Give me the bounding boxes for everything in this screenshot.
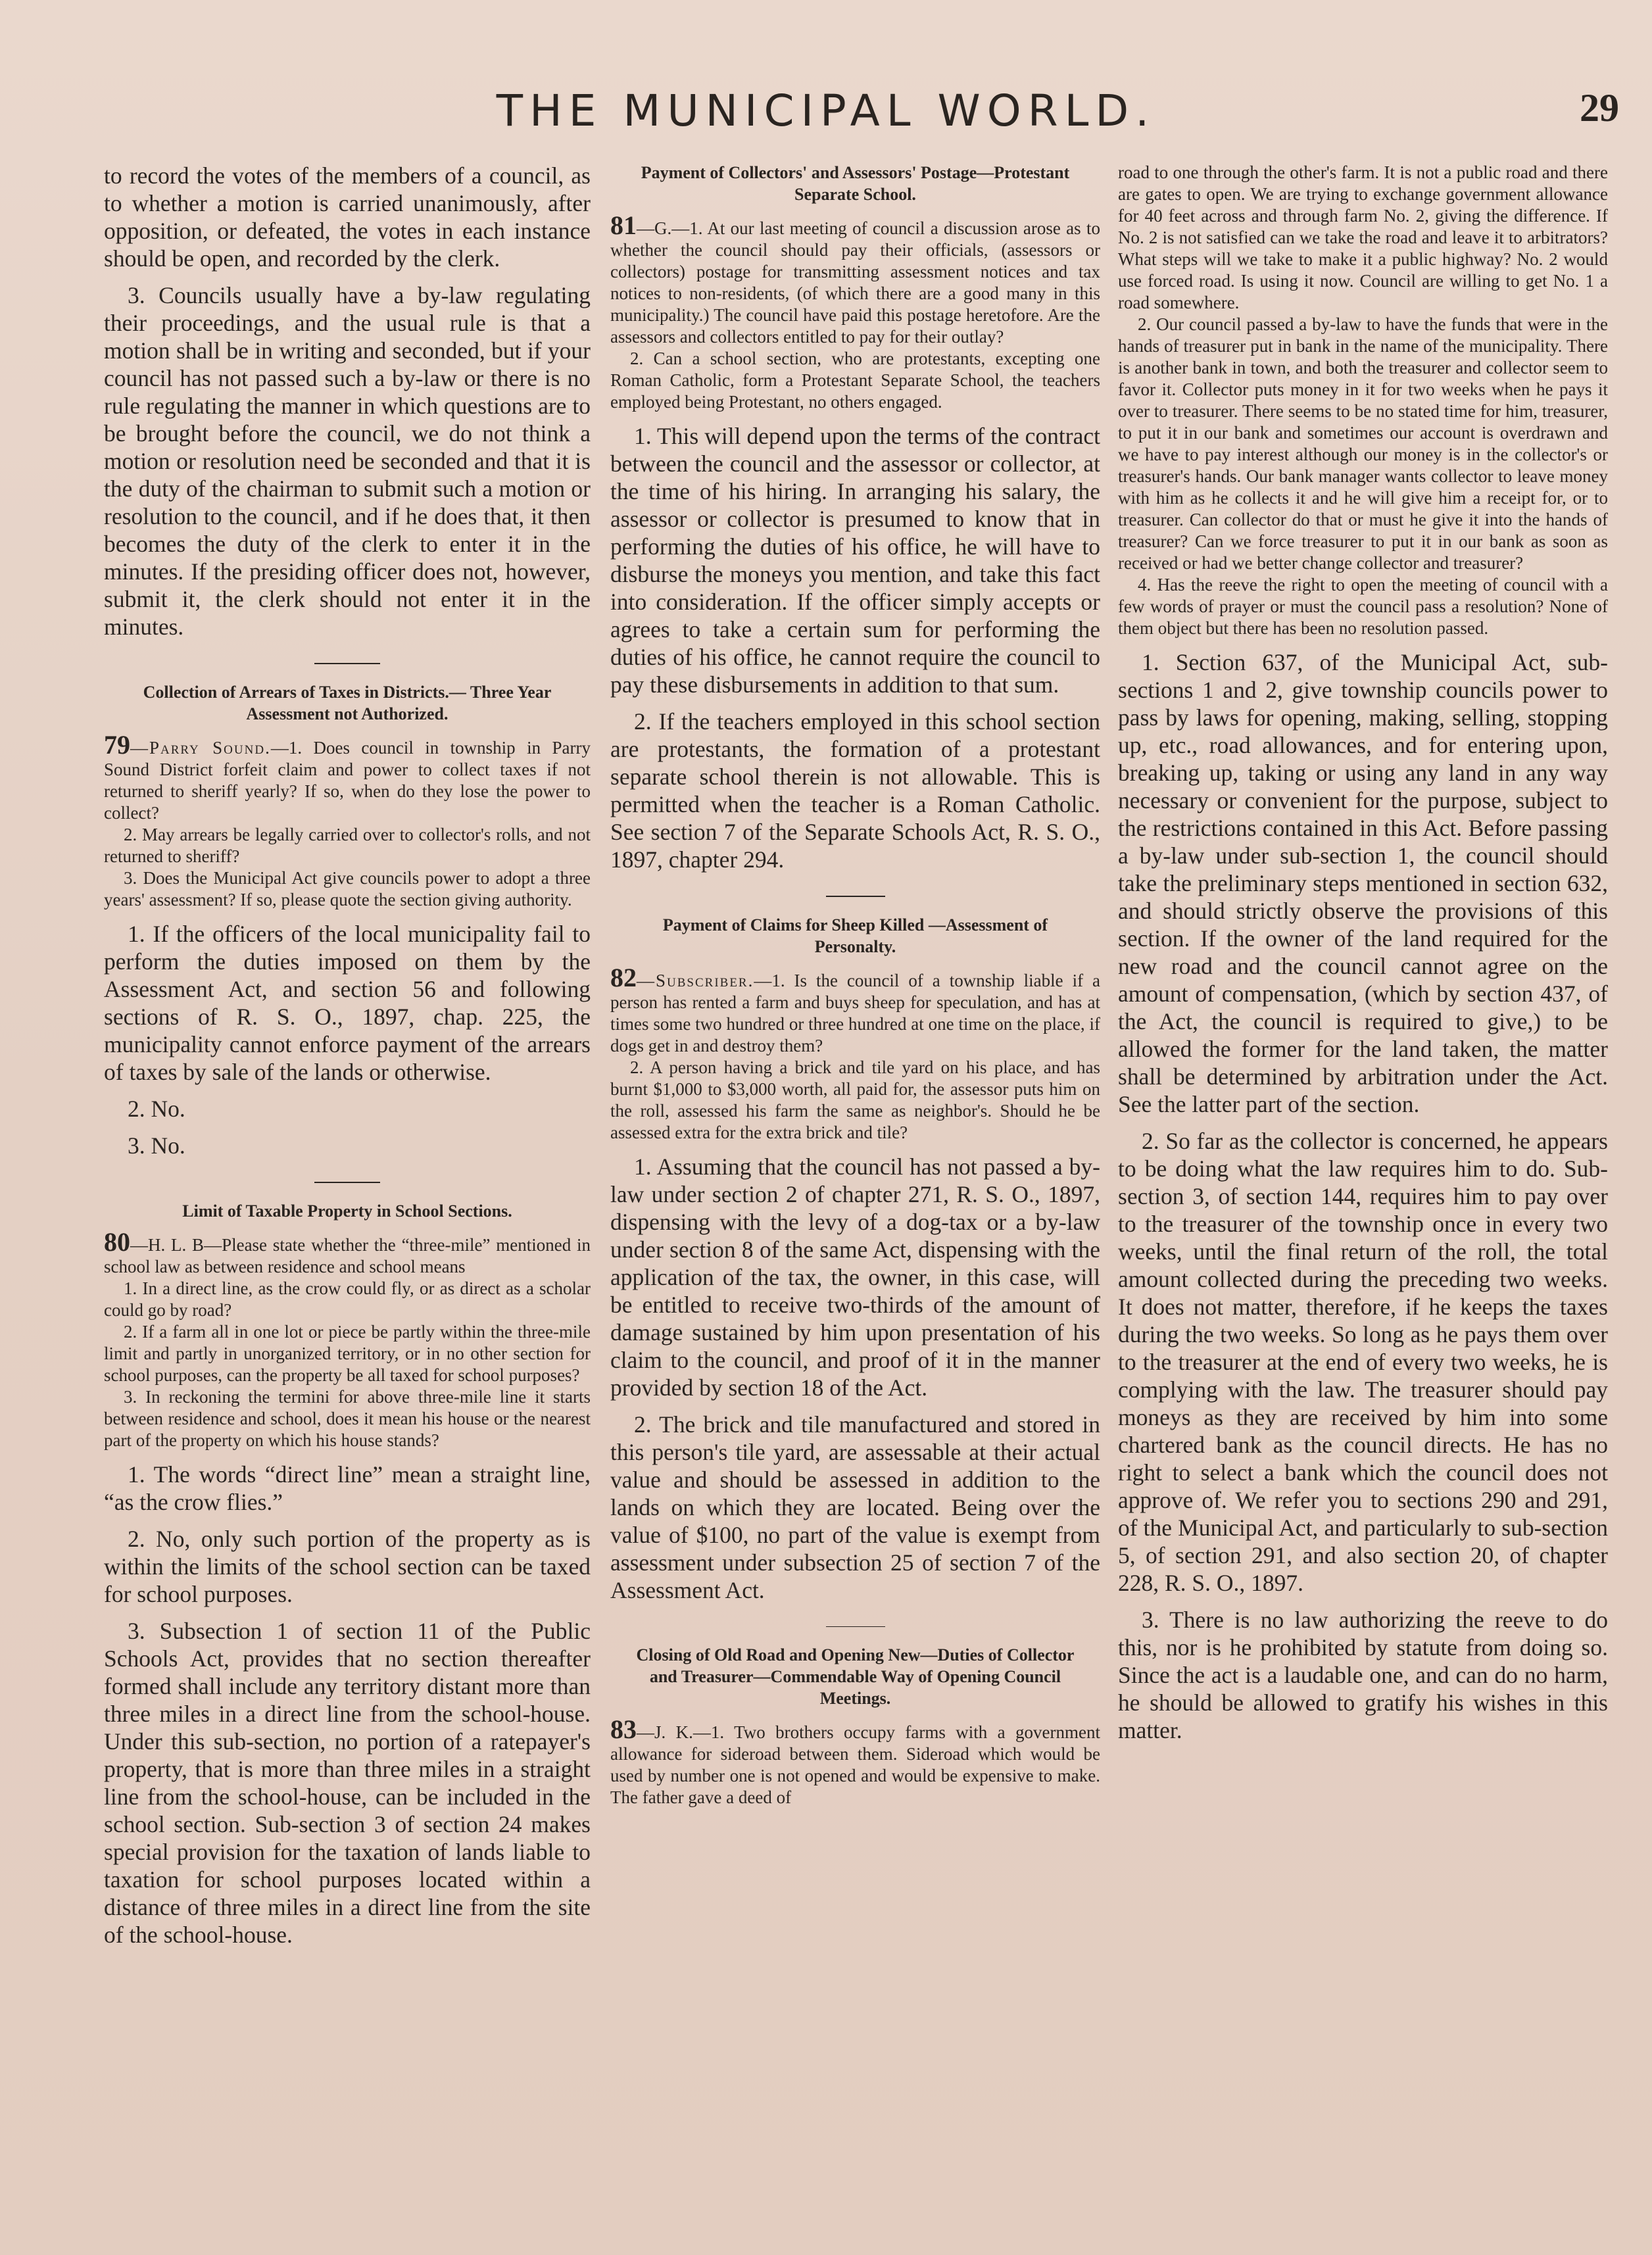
question-heading: Closing of Old Road and Opening New—Duties of Collector and Treasurer—Commendable Way of Opening Council Meetings.	[636, 1645, 1075, 1708]
column-1	[104, 162, 591, 1958]
question-paragraph: 3. Does the Municipal Act give councils power to adopt a three years' assessment? If so, please quote the section giving authority.	[104, 868, 591, 909]
question-paragraph: 2. If a farm all in one lot or piece be partly within the three-mile limit and partly in unorganized territory, or in no other section for school purposes, can the property be all taxed for school purposes?	[104, 1322, 591, 1385]
answer-paragraph: 1. Assuming that the council has not passed a by-law under section 2 of chapter 271, R. S. O., 1897, dispensing with the levy of a dog-tax or a by-law under section 8 of the same Act, dispensing with the application of the tax, the owner, in this case, will be entitled to receive two-thirds of the amount of damage sustained by him upon presentation of his claim to the council, and proof of it in the manner provided by section 18 of the Act.	[610, 1153, 1100, 1401]
answer-paragraph: 1. Section 637, of the Municipal Act, sub-sections 1 and 2, give township councils power to pass by laws for opening, making, selling, stopping up, etc., road allowances, and for entering upon, breaking up, taking or using any land in any way necessary or convenient for the purpose, subject to the restrictions contained in this Act. Before passing a by-law under sub-section 1, the council should take the preliminary steps mentioned in section 632, and should strictly observe the provisions of this section. If the owner of the land required for the new road and the council cannot agree on the amount of compensation, (which by section 437, of the Act, the council is required to give,) to be allowed the former for the land taken, the matter shall be determined by arbitration under the Act. See the latter part of the section.	[1118, 649, 1608, 1117]
question-block	[1118, 162, 1608, 639]
question-text: —1. Two brothers occupy farms with a government allowance for sideroad between them. Sideroad which would be used by number one is not opened and would be expensive to make. The father gave a deed of	[610, 1722, 1100, 1807]
question-author: —Subscriber.	[637, 970, 754, 990]
answer-block	[610, 1153, 1100, 1604]
answer-paragraph: 3. There is no law authorizing the reeve to do this, nor is he prohibited by statute from doing so. Since the act is a laudable one, and can do no harm, he should be allowed to gratify his wishes in this matter.	[1118, 1607, 1608, 1743]
question-paragraph: 2. Can a school section, who are protestants, excepting one Roman Catholic, form a Protestant Separate School, the teachers employed being Protestant, no others engaged.	[610, 349, 1100, 412]
question-block	[610, 210, 1100, 413]
question-number: 79	[104, 730, 130, 760]
question-paragraph	[610, 962, 1100, 1057]
question-paragraph: 2. Our council passed a by-law to have the funds that were in the hands of treasurer put in bank in the name of the municipality. There is another bank in town, and both the treasurer and collector seem to favor it. Collector puts money in it for two weeks when he pays it over to treasurer. There seems to be no stated time for him, treasurer, to put it in our bank and sometimes our account is overdrawn and we have to pay interest although our money is in the collector's or treasurer's hands. Our bank manager wants collector to leave money with him as he collects it and he will give him a receipt for, or to treasurer. Can collector do that or must he give it into the hands of treasurer? Can we force treasurer to put it in our bank as soon as received or had we better change collector and treasurer?	[1118, 314, 1608, 573]
section-divider	[314, 663, 380, 664]
question-block	[104, 1227, 591, 1451]
question-paragraph: road to one through the other's farm. It is not a public road and there are gates to open. We are trying to exchange government allowance for 40 feet across and through farm No. 2, giving the difference. If No. 2 is not satisfied can we take the road and leave it to arbitrators? What steps will we take to make it a public highway? No. 2 would use forced road. Is using it now. Council are willing to get No. 1 a road somewhere.	[1118, 162, 1608, 312]
question-paragraph: 2. May arrears be legally carried over to collector's rolls, and not returned to sheriff?	[104, 825, 591, 866]
question-paragraph	[104, 730, 591, 824]
question-paragraph: 1. In a direct line, as the crow could fly, or as direct as a scholar could go by road?	[104, 1278, 591, 1320]
paragraph: 3. Councils usually have a by-law regulating their proceedings, and the usual rule is that a motion shall be in writing and seconded, but if your council has not passed such a by-law or there is no rule regulating the manner in which questions are to be brought before the council, we do not think a motion or resolution need be seconded and that it is the duty of the chairman to submit such a motion or resolution to the council, and if he does that, it then becomes the duty of the clerk to enter it in the minutes. If the presiding officer does not, however, submit it, the clerk should not enter it in the minutes.	[104, 282, 591, 640]
answer-paragraph: 2. No.	[128, 1096, 185, 1122]
section-divider	[826, 896, 885, 897]
question-author: —Parry Sound.	[130, 738, 271, 758]
answer-paragraph: 2. No, only such portion of the property as is within the limits of the school section can be taxed for school purposes.	[104, 1526, 591, 1607]
section-divider	[314, 1182, 380, 1183]
question-author: —J. K.	[637, 1722, 693, 1742]
question-block	[104, 730, 591, 911]
question-number: 82	[610, 962, 637, 992]
question-block	[610, 962, 1100, 1144]
paragraph: to record the votes of the members of a council, as to whether a motion is carried unanimously, after opposition, or defeated, the votes in each instance should be open, and recorded by the clerk.	[104, 162, 591, 272]
question-heading: Payment of Claims for Sheep Killed —Assessment of Personalty.	[662, 915, 1048, 956]
question-text: —1. At our last meeting of council a discussion arose as to whether the council should pay their officials, (assessors or collectors) postage for transmitting assessment notices and tax notices to non-residents, (of which there are a good many in this municipality.) The council have paid this postage heretofore. Are the assessors and collectors entitled to pay for their outlay?	[610, 218, 1100, 347]
answer-block	[104, 1461, 591, 1949]
answer-paragraph: 2. The brick and tile manufactured and stored in this person's tile yard, are assessable at their actual value and should be assessed in addition to the lands on which they are located. Being over the value of $100, no part of the value is exempt from assessment under subsection 25 of section 7 of the Assessment Act.	[610, 1411, 1100, 1603]
question-heading: Collection of Arrears of Taxes in Districts.— Three Year Assessment not Authorized.	[143, 683, 552, 723]
answer-paragraph: 3. Subsection 1 of section 11 of the Public Schools Act, provides that no section thereafter formed shall include any territory distant more than three miles in a direct line from the school-house. Under this sub-section, no portion of a ratepayer's property, that is more than three miles in a straight line from the school-house, can be included in the school section. Sub-section 3 of section 24 makes special provision for the taxation of lands liable to taxation for school purposes located within a distance of three miles in a direct line from the site of the school-house.	[104, 1618, 591, 1948]
question-paragraph: 4. Has the reeve the right to open the meeting of council with a few words of prayer or must the council pass a resolution? None of them object but there has been no resolution passed.	[1118, 575, 1608, 638]
answer-block	[104, 920, 591, 1159]
question-author: —H. L. B	[130, 1235, 205, 1255]
question-number: 83	[610, 1714, 637, 1744]
masthead	[0, 79, 1652, 145]
answer-block	[610, 422, 1100, 873]
answer-paragraph: 2. So far as the collector is concerned, he appears to be doing what the law requires him to do. Sub-section 3, of section 144, requires him to pay over to the treasurer of the township once in every two weeks, until the final return of the roll, the total amount collected during the preceding two weeks. It does not matter, therefore, if he keeps the taxes during the two weeks. So long as he pays them over to the treasurer at the end of every two weeks, he is complying with the law. The treasurer should pay moneys as they are received by him into some chartered bank as the council directs. He has no right to select a bank which the council does not approve of. We refer you to sections 290 and 291, of the Municipal Act, and particularly to sub-section 5, of section 291, and also section 20, of chapter 228, R. S. O., 1897.	[1118, 1128, 1608, 1596]
column-3	[1118, 162, 1608, 1753]
column-2	[610, 162, 1100, 1818]
question-heading: Limit of Taxable Property in School Sections.	[182, 1201, 512, 1221]
question-text: —1. Does council in township in Parry Sound District forfeit claim and power to collect taxes if not returned to sheriff yearly? If so, when do they lose the power to collect?	[104, 738, 591, 823]
answer-block	[104, 162, 591, 641]
answer-paragraph: 2. If the teachers employed in this school section are protestants, the formation of a protestant separate school therein is not allowable. This is permitted when the teacher is a Roman Catholic. See section 7 of the Separate Schools Act, R. S. O., 1897, chapter 294.	[610, 708, 1100, 873]
publication-title: THE MUNICIPAL WORLD.	[496, 85, 1156, 136]
question-block	[610, 1714, 1100, 1808]
question-number: 81	[610, 210, 637, 240]
answer-paragraph: 1. The words “direct line” mean a straight line, “as the crow flies.”	[104, 1461, 591, 1515]
answer-paragraph: 1. If the officers of the local municipality fail to perform the duties imposed on them by the Assessment Act, and section 56 and following sections of R. S. O., 1897, chap. 225, the municipality cannot enforce payment of the arrears of taxes by sale of the lands or otherwise.	[104, 921, 591, 1085]
answer-paragraph: 3. No.	[128, 1132, 185, 1159]
question-paragraph	[610, 1714, 1100, 1808]
question-paragraph	[610, 210, 1100, 348]
answer-block	[1118, 648, 1608, 1744]
question-text: —1. Is the council of a township liable if a person has rented a farm and buys sheep for speculation, and has at times some two hundred or three hundred at one time on the place, if dogs get in and destroy them?	[610, 970, 1100, 1055]
question-paragraph	[104, 1227, 591, 1278]
answer-paragraph: 1. This will depend upon the terms of the contract between the council and the assessor or collector, at the time of his hiring. In arranging his salary, the assessor or collector is presumed to know that in performing the duties of his office, he will have to disburse the moneys you mention, and take this fact into consideration. If the officer simply accepts or agrees to take a certain sum for performing the duties of his office, he cannot require the council to pay these disbursements in addition to that sum.	[610, 423, 1100, 698]
question-text: —Please state whether the “three-mile” mentioned in school law as between residence and school means	[104, 1235, 591, 1276]
section-divider	[826, 1626, 885, 1628]
question-heading: Payment of Collectors' and Assessors' Postage—Protestant Separate School.	[641, 163, 1070, 204]
page-number: 29	[1580, 86, 1619, 130]
question-paragraph: 3. In reckoning the termini for above three-mile line it starts between residence and school, does it mean his house or the nearest part of the property on which his house stands?	[104, 1387, 591, 1450]
question-paragraph: 2. A person having a brick and tile yard on his place, and has burnt $1,000 to $3,000 worth, all paid for, the assessor puts him on the roll, assessed his farm the same as neighbor's. Should he be assessed extra for the extra brick and tile?	[610, 1057, 1100, 1142]
question-author: —G.	[637, 218, 672, 238]
question-number: 80	[104, 1227, 130, 1257]
